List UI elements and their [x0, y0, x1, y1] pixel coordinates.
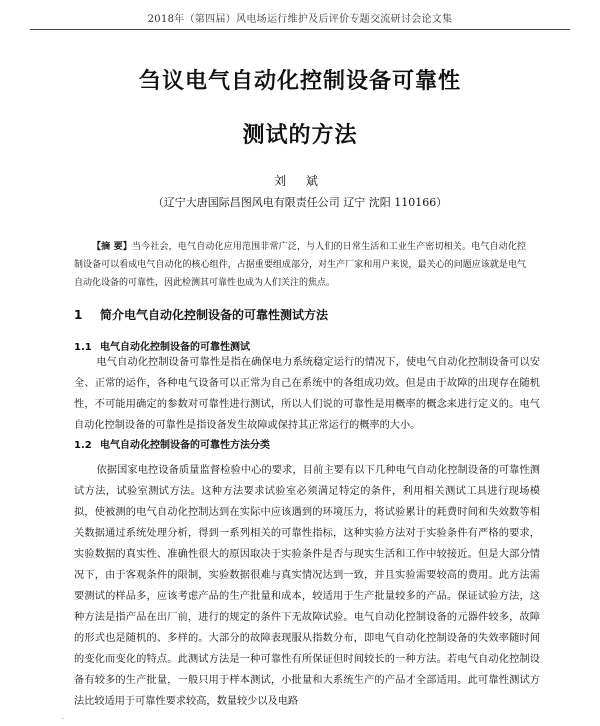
author-name: 刘 斌 — [274, 174, 326, 188]
section-title: 电气自动化控制设备的可靠性方法分类 — [100, 440, 270, 451]
section-title: 简介电气自动化控制设备的可靠性测试方法 — [100, 308, 329, 322]
section-number: 1 — [74, 308, 83, 322]
section-number: 1.2 — [74, 440, 92, 451]
section-1-2-heading — [74, 436, 270, 451]
section-title: 电气自动化控制设备的可靠性测试 — [100, 342, 250, 353]
section-1-1-heading — [74, 338, 250, 353]
body-paragraph-1: 电气自动化控制设备可靠性是指在确保电力系统稳定运行的情况下，使电气自动化控制设备可以安全、正常的运作，各种电气设备可以正常为自己在系统中的各组成功效。但是由于故障的出现存在随机性，不可能用确定的参数对可靠性进行测试，所以人们说的可靠性是用概率的概念来进行定义的。电气自动化控制设备的可靠性是指设备发生故障或保持其正常运行的概率的大小。 — [74, 357, 540, 431]
author-affiliation: （辽宁大唐国际昌图风电有限责任公司 辽宁 沈阳 110166） — [152, 196, 448, 209]
paper-title-line-2: 测试的方法 — [242, 123, 358, 148]
page-footer-mark: · — [62, 716, 64, 723]
abstract — [74, 238, 526, 292]
body-paragraph-2: 依据国家电控设备质量监督检验中心的要求，目前主要有以下几种电气自动化控制设备的可靠性测试方法，试验室测试方法。这种方法要求试验室必须满足特定的条件，利用相关测试工具进行现场模拟，使被测的电气自动化控制达到在实际中应该遇到的环境压力，将试验累计的耗费时间和失效数等相关数据通过系统处理分析，得到一系列相关的可靠性指标，这种实验方法对于实验条件有严格的要求，实验数据的真实性、准确性很大的原因取决于实验条件是否与现实生活和工作中较接近。但是大部分情况下，由于客观条件的限制，实验数据很难与真实情况达到一致，并且实验需要较高的费用。此方法需要测试的样品多，应该考虑产品的生产批量和成本，较适用于生产批量较多的产品。保证试验方法，这种方法是指产品在出厂前，进行的规定的条件下无故障试验。电气自动化控制设备的元器件较多，故障的形式也是随机的、多样的。大部分的故障表现服从指数分布，即电气自动化控制设备的失效率随时间的变化而变化的特点。此测试方法是一种可靠性有所保证但时间较长的一种方法。若电气自动化控制设备有较多的生产批量，一般只用于样本测试，小批量和大系统生产的产品才全部适用。此可靠性测试方法比较适用于可靠性要求较高，数量较少以及电路 — [74, 465, 540, 707]
section-number: 1.1 — [74, 342, 92, 353]
section-1-heading — [74, 306, 328, 323]
running-header: 2018年（第四届）风电场运行维护及后评价专题交流研讨会论文集 — [30, 10, 570, 30]
paper-title-line-1: 刍议电气自动化控制设备可靠性 — [138, 69, 461, 94]
abstract-label: 【摘 要】 — [92, 242, 132, 252]
abstract-text: 当今社会，电气自动化应用范围非常广泛，与人们的日常生活和工业生产密切相关。电气自动化控制设备可以看成电气自动化的核心组件，占据重要组成部分，对生产厂家和用户来说，最关心的问题应该就是电气自动化设备的可靠性，因此检测其可靠性也成为人们关注的焦点。 — [74, 242, 526, 288]
